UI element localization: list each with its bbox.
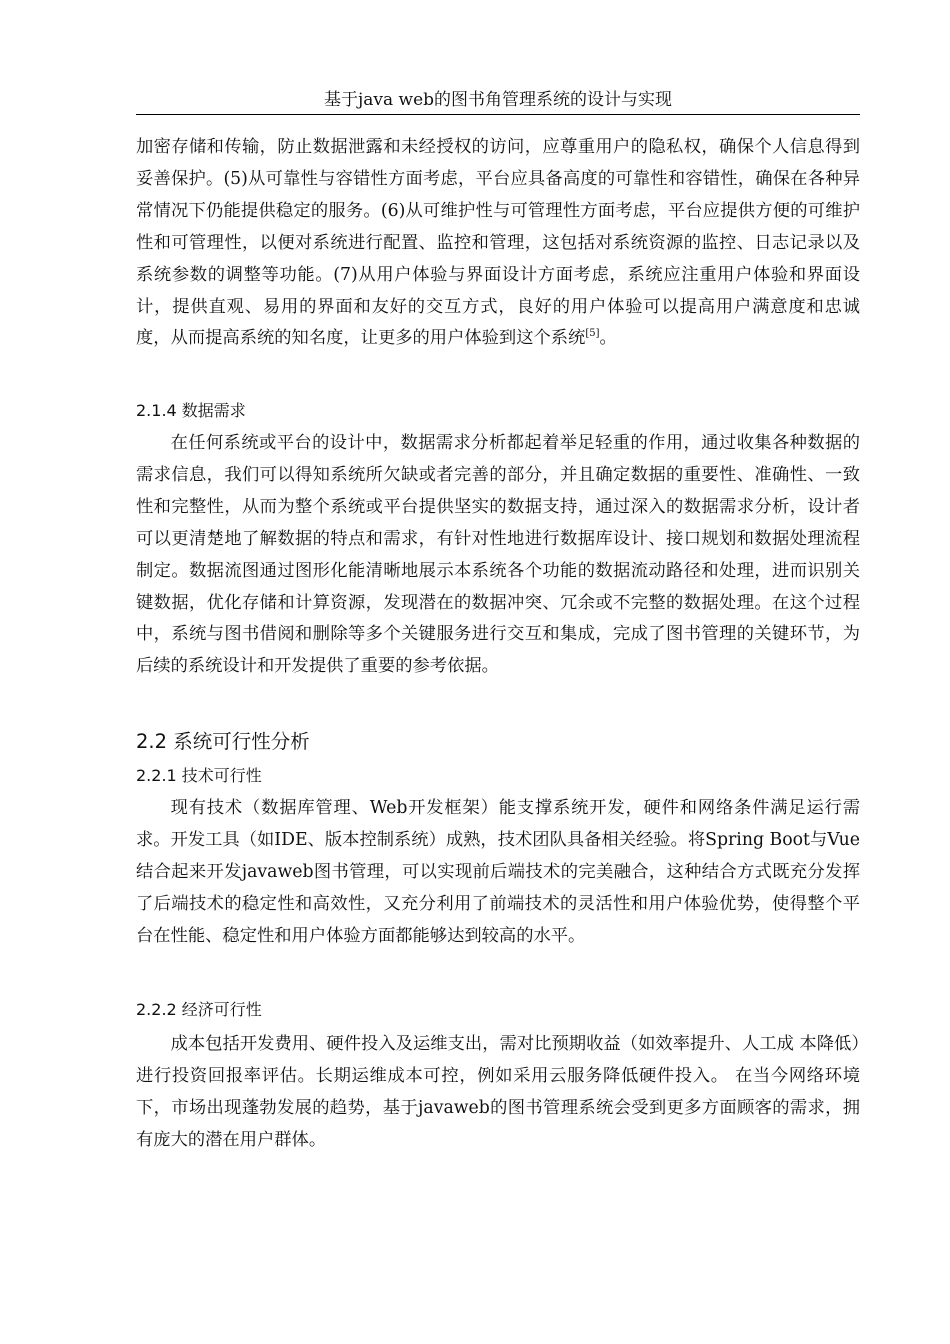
paragraph-data-requirements: 在任何系统或平台的设计中，数据需求分析都起着举足轻重的作用，通过收集各种数据的需求信息，我们可以得知系统所欠缺或者完善的部分，并且确定数据的重要性、准确性、一致性和完整性，从而为整个系统或平台提供坚实的数据支持，通过深入的数据需求分析，设计者可以更清楚地了解数据的特点和需求，有针对性地进行数据库设计、接口规划和数据处理流程制定。数据流图通过图形化能清晰地展示本系统各个功能的数据流动路径和处理，进而识别关键数据，优化存储和计算资源，发现潜在的数据冲突、冗余或不完整的数据处理。在这个过程中，系统与图书借阅和删除等多个关键服务进行交互和集成，完成了图书管理的关键环节，为后续的系统设计和开发提供了重要的参考依据。 xyxy=(136,433,860,677)
paragraph-economic-feasibility: 成本包括开发费用、硬件投入及运维支出，需对比预期收益（如效率提升、人工成 本降低）进行投资回报率评估。长期运维成本可控，例如采用云服务降低硬件投入。 在当今网络环境下，市场出现蓬勃发展的趋势，基于javaweb的图书管理系统会受到更多方面顾客的需求，拥有庞大的潜在用户群体。 xyxy=(136,1034,860,1150)
section-heading-2-2: 2.2 系统可行性分析 xyxy=(136,730,310,753)
section-heading-2-1-4: 2.1.4 数据需求 xyxy=(136,401,246,420)
section-heading-2-2-2: 2.2.2 经济可行性 xyxy=(136,1000,262,1019)
paragraph-security-usability xyxy=(136,132,860,355)
header-rule xyxy=(136,114,860,115)
paragraph-end-punct: 。 xyxy=(599,328,617,349)
page-header-title: 基于java web的图书角管理系统的设计与实现 xyxy=(323,90,673,110)
citation-ref: [5] xyxy=(585,328,600,340)
paragraph-technical-feasibility: 现有技术（数据库管理、Web开发框架）能支撑系统开发，硬件和网络条件满足运行需求。开发工具（如IDE、版本控制系统）成熟，技术团队具备相关经验。将Spring Boot与Vue结合起来开发javaweb图书管理，可以实现前后端技术的完美融合，这种结合方式既充分发挥了后端技术的稳定性和高效性，又充分利用了前端技术的灵活性和用户体验优势，使得整个平台在性能、稳定性和用户体验方面都能够达到较高的水平。 xyxy=(136,798,860,946)
paragraph-text: 加密存储和传输，防止数据泄露和未经授权的访问，应尊重用户的隐私权，确保个人信息得到妥善保护。(5)从可靠性与容错性方面考虑，平台应具备高度的可靠性和容错性，确保在各种异常情况下仍能提供稳定的服务。(6)从可维护性与可管理性方面考虑，平台应提供方便的可维护性和可管理性，以便对系统进行配置、监控和管理，这包括对系统资源的监控、日志记录以及系统参数的调整等功能。(7)从用户体验与界面设计方面考虑，系统应注重用户体验和界面设计，提供直观、易用的界面和友好的交互方式，良好的用户体验可以提高用户满意度和忠诚度，从而提高系统的知名度，让更多的用户体验到这个系统 xyxy=(136,137,860,349)
section-heading-2-2-1: 2.2.1 技术可行性 xyxy=(136,766,262,785)
